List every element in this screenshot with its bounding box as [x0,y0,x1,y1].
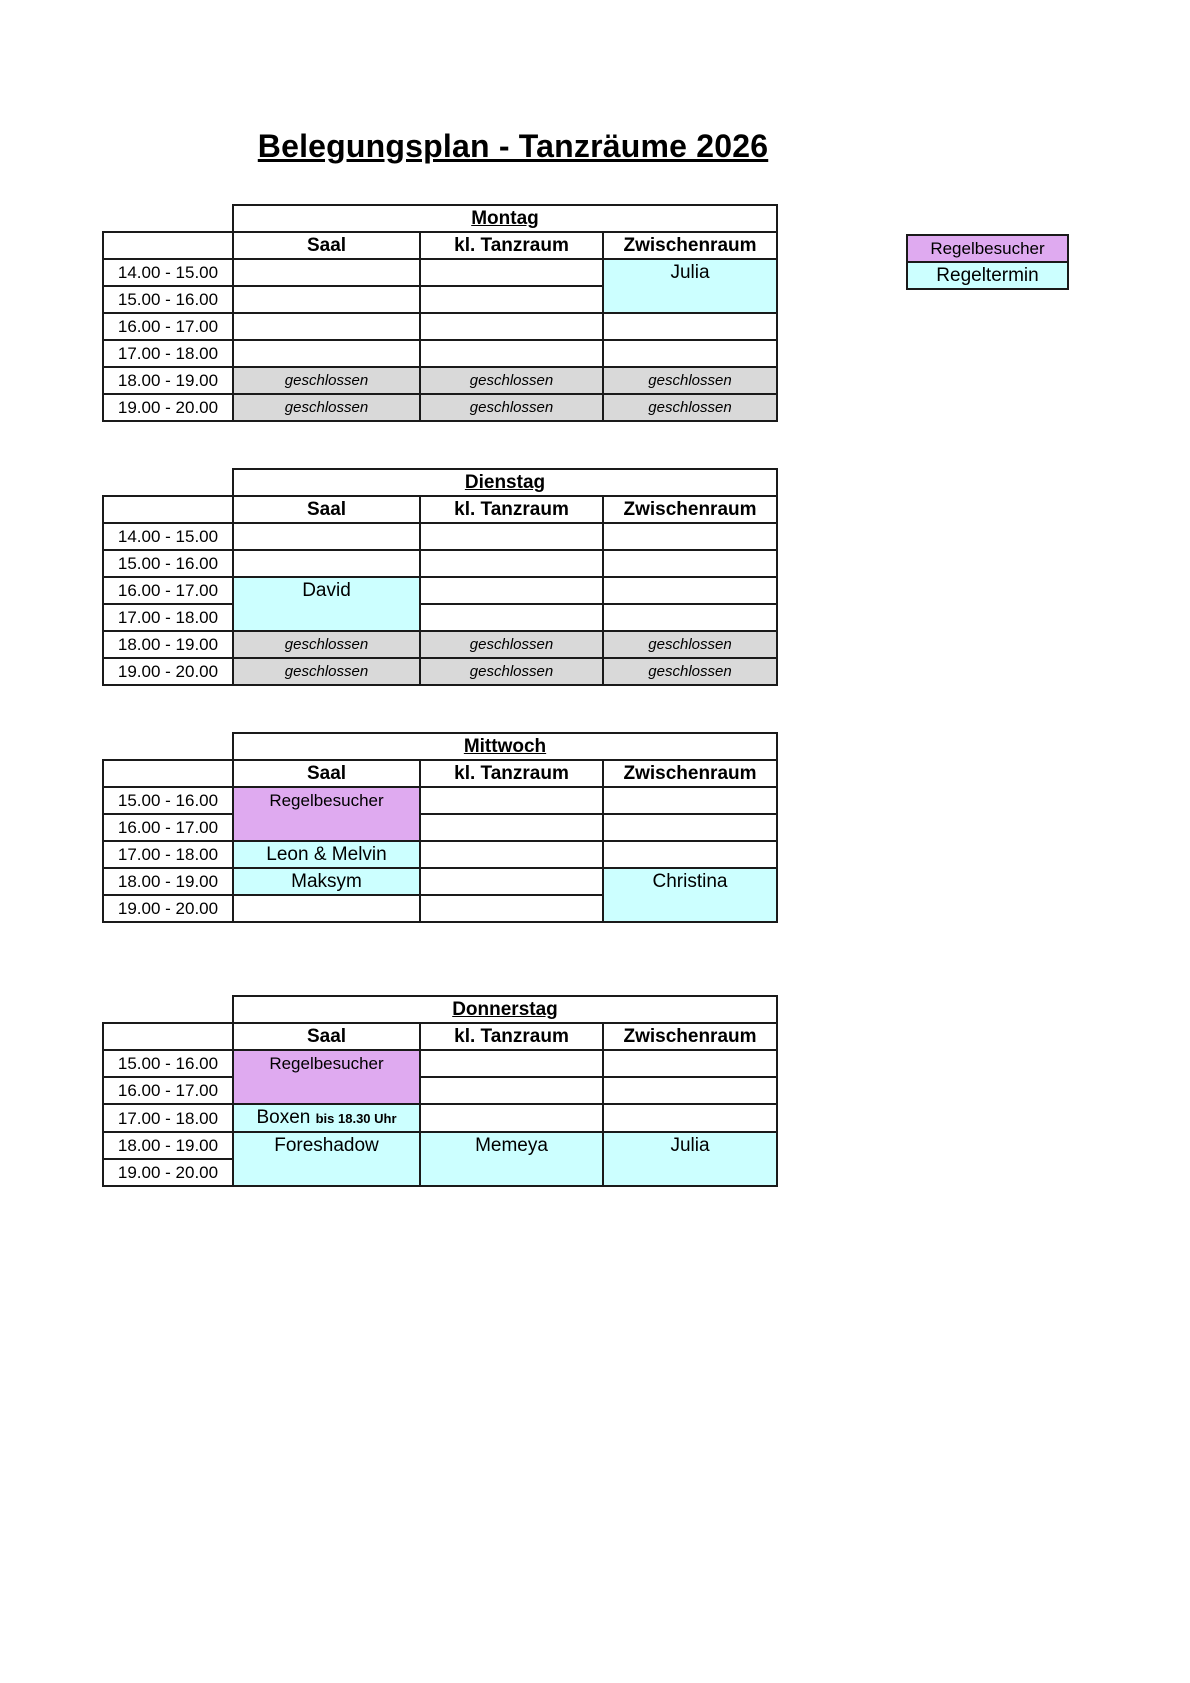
col-zwischenraum: Zwischenraum [603,1023,777,1050]
legend [906,234,1069,290]
slot-cell [233,286,420,313]
closed-cell: geschlossen [233,631,420,658]
time-header [103,1023,233,1050]
schedule-dienstag [102,468,778,686]
slot-cell [233,259,420,286]
slot-cell [420,1077,603,1104]
col-saal: Saal [233,1023,420,1050]
col-saal: Saal [233,496,420,523]
slot-cell [233,550,420,577]
col-zwischenraum: Zwischenraum [603,232,777,259]
time-slot: 16.00 - 17.00 [103,313,233,340]
col-zwischenraum: Zwischenraum [603,760,777,787]
schedule-montag [102,204,778,422]
booking-cell: Christina [603,868,777,922]
slot-cell [420,340,603,367]
regelbesucher-cell: Regelbesucher [233,1050,420,1104]
legend-regeltermin: Regeltermin [907,262,1068,289]
time-header [103,760,233,787]
time-slot: 18.00 - 19.00 [103,868,233,895]
slot-cell [603,1050,777,1077]
slot-cell [603,523,777,550]
time-slot: 19.00 - 20.00 [103,394,233,421]
col-kl-tanzraum: kl. Tanzraum [420,760,603,787]
page-title [0,128,1190,165]
slot-cell [420,787,603,814]
time-slot: 16.00 - 17.00 [103,814,233,841]
slot-cell [420,313,603,340]
schedule-donnerstag [102,995,778,1187]
booking-cell: Julia [603,259,777,313]
time-slot: 18.00 - 19.00 [103,631,233,658]
booking-cell: Memeya [420,1132,603,1186]
booking-cell [233,1104,420,1132]
slot-cell [603,1104,777,1132]
col-kl-tanzraum: kl. Tanzraum [420,232,603,259]
closed-cell: geschlossen [603,631,777,658]
time-slot: 17.00 - 18.00 [103,604,233,631]
slot-cell [603,577,777,604]
closed-cell: geschlossen [420,394,603,421]
slot-cell [420,604,603,631]
closed-cell: geschlossen [233,394,420,421]
closed-cell: geschlossen [603,658,777,685]
slot-cell [603,841,777,868]
time-slot: 16.00 - 17.00 [103,1077,233,1104]
slot-cell [420,286,603,313]
slot-cell [420,577,603,604]
time-slot: 14.00 - 15.00 [103,523,233,550]
time-slot: 15.00 - 16.00 [103,1050,233,1077]
closed-cell: geschlossen [603,367,777,394]
corner-blank [103,996,233,1023]
slot-cell [420,523,603,550]
closed-cell: geschlossen [420,631,603,658]
day-header: Mittwoch [233,733,777,760]
col-kl-tanzraum: kl. Tanzraum [420,1023,603,1050]
slot-cell [233,313,420,340]
slot-cell [603,550,777,577]
booking-cell: David [233,577,420,631]
slot-cell [420,895,603,922]
slot-cell [420,1104,603,1132]
time-slot: 19.00 - 20.00 [103,1159,233,1186]
slot-cell [420,841,603,868]
slot-cell [233,895,420,922]
time-slot: 14.00 - 15.00 [103,259,233,286]
time-slot: 17.00 - 18.00 [103,1104,233,1132]
schedule-mittwoch [102,732,778,923]
time-slot: 15.00 - 16.00 [103,550,233,577]
time-slot: 15.00 - 16.00 [103,286,233,313]
col-zwischenraum: Zwischenraum [603,496,777,523]
day-header: Donnerstag [233,996,777,1023]
booking-cell: Foreshadow [233,1132,420,1186]
time-slot: 17.00 - 18.00 [103,340,233,367]
closed-cell: geschlossen [420,658,603,685]
regelbesucher-cell: Regelbesucher [233,787,420,841]
closed-cell: geschlossen [603,394,777,421]
day-header: Dienstag [233,469,777,496]
slot-cell [420,868,603,895]
booking-cell: Leon & Melvin [233,841,420,868]
slot-cell [603,814,777,841]
time-slot: 19.00 - 20.00 [103,658,233,685]
corner-blank [103,733,233,760]
slot-cell [420,550,603,577]
booking-cell: Julia [603,1132,777,1186]
slot-cell [603,313,777,340]
time-slot: 19.00 - 20.00 [103,895,233,922]
time-slot: 15.00 - 16.00 [103,787,233,814]
corner-blank [103,469,233,496]
time-slot: 18.00 - 19.00 [103,367,233,394]
booking-cell: Maksym [233,868,420,895]
legend-regelbesucher: Regelbesucher [907,235,1068,262]
slot-cell [233,523,420,550]
closed-cell: geschlossen [233,367,420,394]
booking-note: bis 18.30 Uhr [315,1111,397,1126]
slot-cell [420,814,603,841]
slot-cell [603,604,777,631]
closed-cell: geschlossen [420,367,603,394]
slot-cell [603,340,777,367]
col-kl-tanzraum: kl. Tanzraum [420,496,603,523]
time-header [103,496,233,523]
page-title-text: Belegungsplan - Tanzräume 2026 [257,128,769,164]
time-slot: 17.00 - 18.00 [103,841,233,868]
time-slot: 16.00 - 17.00 [103,577,233,604]
time-slot: 18.00 - 19.00 [103,1132,233,1159]
slot-cell [603,1077,777,1104]
slot-cell [233,340,420,367]
slot-cell [603,787,777,814]
closed-cell: geschlossen [233,658,420,685]
slot-cell [420,1050,603,1077]
time-header [103,232,233,259]
day-header: Montag [233,205,777,232]
slot-cell [420,259,603,286]
booking-name: Boxen [256,1107,311,1128]
col-saal: Saal [233,760,420,787]
col-saal: Saal [233,232,420,259]
corner-blank [103,205,233,232]
